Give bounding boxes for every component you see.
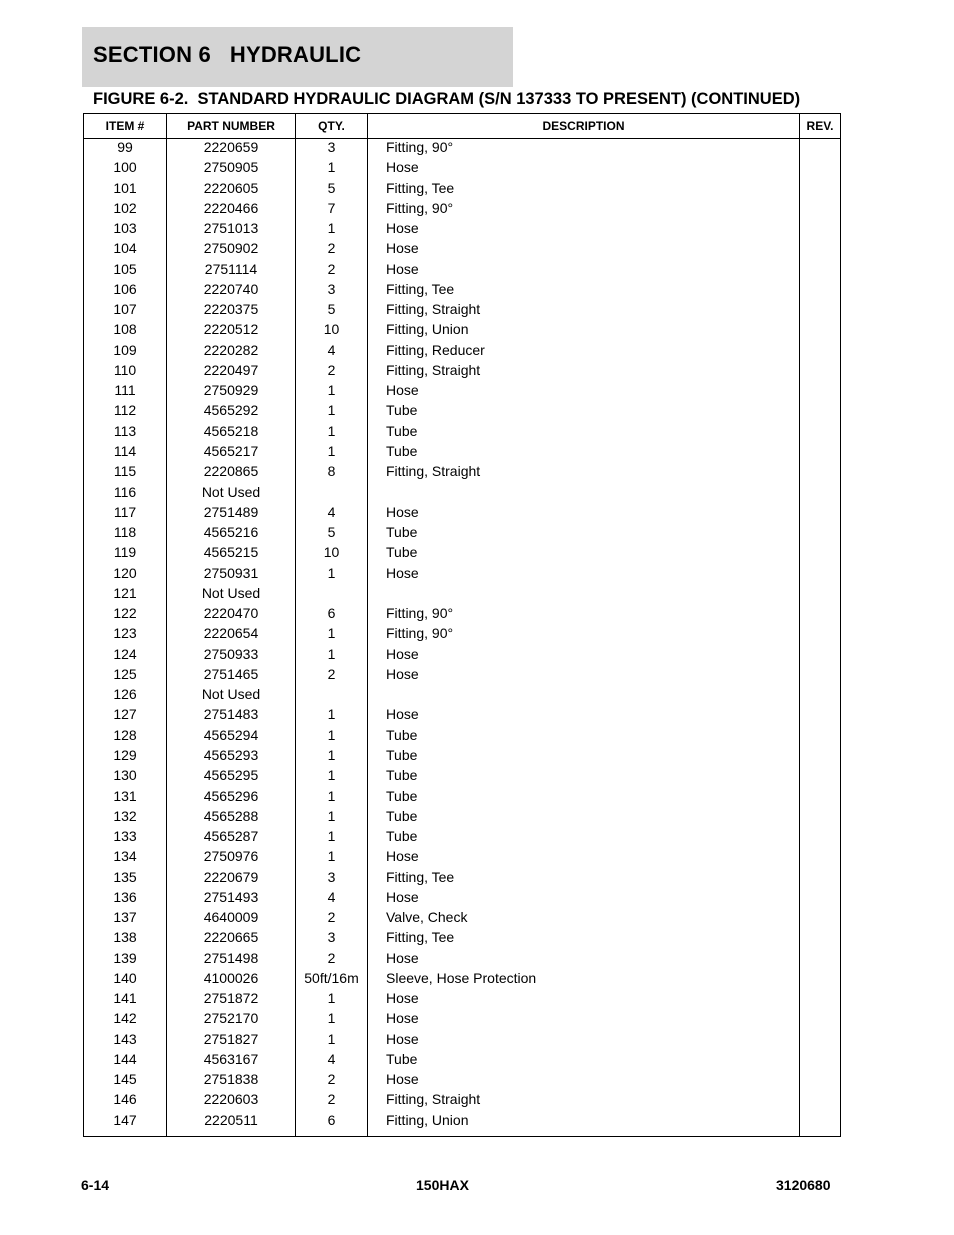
table-row — [84, 342, 840, 362]
part-number-cell: 2750976 — [203, 848, 259, 865]
section-header — [82, 27, 513, 87]
table-row — [84, 1031, 840, 1051]
part-number-cell: 2751483 — [203, 706, 259, 723]
table-row — [84, 767, 840, 787]
description-cell: Fitting, Union — [386, 1111, 469, 1128]
description-cell: Tube — [386, 767, 418, 784]
qty-cell: 1 — [327, 828, 336, 845]
description-cell: Hose — [386, 1010, 419, 1027]
qty-cell: 1 — [327, 159, 336, 176]
item-cell: 131 — [113, 787, 137, 804]
qty-cell: 2 — [327, 361, 336, 378]
description-cell: Hose — [386, 503, 419, 520]
qty-cell: 1 — [327, 382, 336, 399]
item-cell: 105 — [113, 260, 137, 277]
table-row — [84, 706, 840, 726]
item-cell: 125 — [113, 665, 137, 682]
table-row — [84, 990, 840, 1010]
item-cell: 113 — [113, 422, 137, 439]
qty-cell: 1 — [327, 787, 336, 804]
description-cell: Hose — [386, 706, 419, 723]
qty-cell: 2 — [327, 909, 336, 926]
item-cell: 115 — [113, 463, 137, 480]
part-number-cell: 4565295 — [203, 767, 259, 784]
part-number-cell: 2220497 — [203, 361, 259, 378]
part-number-cell: 2750905 — [203, 159, 259, 176]
part-number-cell: 2220740 — [203, 280, 259, 297]
table-row — [84, 889, 840, 909]
item-cell: 121 — [113, 584, 137, 601]
table-row — [84, 646, 840, 666]
table-row — [84, 382, 840, 402]
part-number-cell: 2750929 — [203, 382, 259, 399]
table-row — [84, 808, 840, 828]
qty-cell: 2 — [327, 240, 336, 257]
item-cell: 143 — [113, 1030, 137, 1047]
table-row — [84, 423, 840, 443]
description-cell: Valve, Check — [386, 909, 468, 926]
qty-cell: 3 — [327, 139, 336, 155]
part-number-cell: 2220375 — [203, 301, 259, 318]
part-number-cell: 2751498 — [203, 949, 259, 966]
description-cell: Fitting, Straight — [386, 1091, 481, 1108]
description-cell: Fitting, Straight — [386, 301, 481, 318]
description-cell: Fitting, Tee — [386, 868, 455, 885]
item-cell: 103 — [113, 220, 137, 237]
description-cell: Fitting, 90° — [386, 605, 454, 622]
table-row — [84, 524, 840, 544]
table-row — [84, 180, 840, 200]
part-number-cell: Not Used — [201, 584, 261, 601]
description-cell: Sleeve, Hose Protection — [386, 969, 537, 986]
qty-cell: 3 — [327, 868, 336, 885]
qty-cell: 1 — [327, 422, 336, 439]
qty-cell: 1 — [327, 746, 336, 763]
description-cell — [386, 585, 796, 605]
part-number-cell: 2220654 — [203, 625, 259, 642]
description-cell: Tube — [386, 787, 418, 804]
table-row — [84, 1010, 840, 1030]
item-cell: 128 — [113, 726, 137, 743]
table-row — [84, 362, 840, 382]
document-number: 3120680 — [776, 1177, 831, 1193]
description-cell: Fitting, 90° — [386, 139, 454, 155]
description-cell: Hose — [386, 848, 419, 865]
description-cell: Tube — [386, 544, 418, 561]
part-number-cell: 4565288 — [203, 807, 259, 824]
item-cell: 124 — [113, 645, 137, 662]
description-cell: Hose — [386, 949, 419, 966]
description-cell: Hose — [386, 990, 419, 1007]
qty-cell — [296, 484, 367, 504]
part-number-cell: 4565217 — [203, 442, 259, 459]
part-number-cell: 4100026 — [203, 969, 259, 986]
description-cell: Fitting, Straight — [386, 463, 481, 480]
part-number-cell: 2750902 — [203, 240, 259, 257]
part-number-cell: 4640009 — [203, 909, 259, 926]
item-cell: 137 — [113, 909, 137, 926]
item-cell: 142 — [113, 1010, 137, 1027]
description-cell: Hose — [386, 240, 419, 257]
qty-cell: 6 — [327, 605, 336, 622]
part-number-cell: 2220512 — [203, 321, 259, 338]
table-row — [84, 139, 840, 159]
part-number-cell: 2751114 — [204, 260, 258, 277]
qty-cell: 1 — [327, 564, 336, 581]
description-cell: Fitting, 90° — [386, 199, 454, 216]
table-row — [84, 443, 840, 463]
description-cell: Fitting, Union — [386, 321, 469, 338]
description-cell: Tube — [386, 402, 418, 419]
item-cell: 120 — [113, 564, 137, 581]
qty-cell: 1 — [327, 442, 336, 459]
description-cell: Hose — [386, 665, 419, 682]
part-number-cell: 4565296 — [203, 787, 259, 804]
table-row — [84, 788, 840, 808]
qty-cell: 2 — [327, 1091, 336, 1108]
item-cell: 104 — [113, 240, 137, 257]
item-cell: 133 — [113, 828, 137, 845]
part-number-cell: 2220665 — [203, 929, 259, 946]
header-description: DESCRIPTION — [542, 119, 625, 133]
description-cell: Tube — [386, 828, 418, 845]
part-number-cell: 2220865 — [203, 463, 259, 480]
header-part-number: PART NUMBER — [187, 119, 275, 133]
item-cell: 135 — [113, 868, 137, 885]
item-cell: 139 — [113, 949, 137, 966]
qty-cell: 1 — [327, 848, 336, 865]
part-number-cell: Not Used — [201, 686, 261, 703]
description-cell: Fitting, 90° — [386, 625, 454, 642]
item-cell: 145 — [113, 1071, 137, 1088]
description-cell: Hose — [386, 220, 419, 237]
description-cell: Tube — [386, 442, 418, 459]
table-row — [84, 909, 840, 929]
table-row — [84, 666, 840, 686]
part-number-cell: 2220659 — [203, 139, 259, 155]
item-cell: 132 — [113, 807, 137, 824]
qty-cell: 1 — [327, 1030, 336, 1047]
table-row — [84, 240, 840, 260]
qty-cell: 1 — [327, 767, 336, 784]
description-cell: Hose — [386, 382, 419, 399]
item-cell: 123 — [113, 625, 137, 642]
part-number-cell: 4565293 — [203, 746, 259, 763]
part-number-cell: 2751013 — [203, 220, 259, 237]
table-row — [84, 321, 840, 341]
qty-cell: 6 — [327, 1111, 336, 1128]
description-cell: Hose — [386, 888, 419, 905]
table-row — [84, 1071, 840, 1091]
description-cell: Fitting, Straight — [386, 361, 481, 378]
item-cell: 118 — [113, 524, 137, 541]
table-row — [84, 544, 840, 564]
description-cell — [386, 686, 796, 706]
table-body — [84, 139, 840, 1136]
table-row — [84, 301, 840, 321]
qty-cell: 1 — [327, 402, 336, 419]
description-cell: Fitting, Tee — [386, 179, 455, 196]
item-cell: 109 — [113, 341, 137, 358]
item-cell: 116 — [113, 483, 137, 500]
description-cell: Hose — [386, 564, 419, 581]
item-cell: 112 — [113, 402, 137, 419]
item-cell: 102 — [113, 199, 137, 216]
item-cell: 100 — [113, 159, 137, 176]
item-cell: 129 — [113, 746, 137, 763]
table-row — [84, 625, 840, 645]
part-number-cell: 2751827 — [203, 1030, 259, 1047]
qty-cell — [296, 585, 367, 605]
table-row — [84, 463, 840, 483]
item-cell: 130 — [113, 767, 137, 784]
part-number-cell: 2752170 — [203, 1010, 259, 1027]
part-number-cell: 4565287 — [203, 828, 259, 845]
part-number-cell: 4565215 — [203, 544, 259, 561]
table-row — [84, 281, 840, 301]
table-row — [84, 970, 840, 990]
qty-cell: 1 — [327, 726, 336, 743]
table-row — [84, 585, 840, 605]
parts-table — [83, 113, 841, 1137]
description-cell: Fitting, Reducer — [386, 341, 485, 358]
table-row — [84, 402, 840, 422]
part-number-cell: 2751465 — [203, 665, 259, 682]
item-cell: 111 — [114, 382, 136, 399]
model-name: 150HAX — [416, 1177, 469, 1193]
part-number-cell: 4565294 — [203, 726, 259, 743]
qty-cell: 4 — [327, 341, 336, 358]
item-cell: 146 — [113, 1091, 137, 1108]
description-cell: Tube — [386, 1050, 418, 1067]
table-row — [84, 828, 840, 848]
qty-cell: 1 — [327, 990, 336, 1007]
part-number-cell: 2220605 — [203, 179, 259, 196]
part-number-cell: 2751838 — [203, 1071, 259, 1088]
item-cell: 110 — [113, 361, 137, 378]
qty-cell: 10 — [323, 321, 340, 338]
page-number: 6-14 — [81, 1177, 110, 1193]
part-number-cell: 2751872 — [203, 990, 259, 1007]
qty-cell: 4 — [327, 888, 336, 905]
description-cell: Hose — [386, 1030, 419, 1047]
description-cell: Hose — [386, 260, 419, 277]
part-number-cell: 2220470 — [203, 605, 259, 622]
table-header — [84, 114, 840, 139]
qty-cell: 1 — [327, 1010, 336, 1027]
header-rev: REV. — [806, 119, 834, 133]
table-row — [84, 1091, 840, 1111]
qty-cell: 3 — [327, 929, 336, 946]
item-cell: 126 — [113, 686, 137, 703]
qty-cell: 7 — [327, 199, 336, 216]
description-cell: Fitting, Tee — [386, 280, 455, 297]
qty-cell: 1 — [327, 807, 336, 824]
description-cell: Hose — [386, 645, 419, 662]
table-row — [84, 565, 840, 585]
part-number-cell: 2220679 — [203, 868, 259, 885]
item-cell: 141 — [113, 990, 137, 1007]
item-cell: 136 — [113, 888, 137, 905]
table-row — [84, 159, 840, 179]
item-cell: 134 — [113, 848, 137, 865]
item-cell: 119 — [113, 544, 137, 561]
table-row — [84, 1051, 840, 1071]
part-number-cell: 4563167 — [203, 1050, 259, 1067]
item-cell: 147 — [113, 1111, 137, 1128]
description-cell — [386, 484, 796, 504]
table-row — [84, 200, 840, 220]
table-row — [84, 727, 840, 747]
header-item: ITEM # — [105, 119, 145, 133]
table-row — [84, 261, 840, 281]
table-row — [84, 929, 840, 949]
table-row — [84, 484, 840, 504]
description-cell: Tube — [386, 524, 418, 541]
qty-cell: 3 — [327, 280, 336, 297]
item-cell: 114 — [113, 442, 137, 459]
table-row — [84, 686, 840, 706]
qty-cell: 8 — [327, 463, 336, 480]
description-cell: Tube — [386, 422, 418, 439]
section-title: SECTION 6 HYDRAULIC — [93, 42, 362, 67]
qty-cell: 5 — [327, 524, 336, 541]
table-row — [84, 605, 840, 625]
item-cell: 101 — [113, 179, 137, 196]
qty-cell: 1 — [327, 220, 336, 237]
qty-cell: 2 — [327, 949, 336, 966]
qty-cell: 50ft/16m — [304, 969, 359, 986]
description-cell: Tube — [386, 807, 418, 824]
item-cell: 138 — [113, 929, 137, 946]
item-cell: 127 — [113, 706, 137, 723]
item-cell: 140 — [113, 969, 137, 986]
description-cell: Hose — [386, 159, 419, 176]
part-number-cell: 2220466 — [203, 199, 259, 216]
part-number-cell: 4565216 — [203, 524, 259, 541]
part-number-cell: 2220603 — [203, 1091, 259, 1108]
part-number-cell: 2750933 — [203, 645, 259, 662]
table-row — [84, 504, 840, 524]
table-row — [84, 869, 840, 889]
table-row — [84, 950, 840, 970]
item-cell: 122 — [113, 605, 137, 622]
part-number-cell: 2220511 — [204, 1111, 258, 1128]
description-cell: Fitting, Tee — [386, 929, 455, 946]
part-number-cell: 2751493 — [203, 888, 259, 905]
part-number-cell: 4565292 — [203, 402, 259, 419]
item-cell: 107 — [113, 301, 137, 318]
qty-cell: 5 — [327, 179, 336, 196]
qty-cell: 10 — [323, 544, 340, 561]
qty-cell: 2 — [327, 665, 336, 682]
table-row — [84, 747, 840, 767]
part-number-cell: 2220282 — [203, 341, 259, 358]
qty-cell: 1 — [327, 645, 336, 662]
item-cell: 108 — [113, 321, 137, 338]
header-qty: QTY. — [318, 119, 345, 133]
table-row — [84, 848, 840, 868]
item-cell: 99 — [117, 139, 133, 155]
description-cell: Tube — [386, 746, 418, 763]
description-cell: Hose — [386, 1071, 419, 1088]
item-cell: 144 — [113, 1050, 137, 1067]
table-row — [84, 220, 840, 240]
part-number-cell: 4565218 — [203, 422, 259, 439]
qty-cell: 1 — [327, 706, 336, 723]
part-number-cell: 2751489 — [203, 503, 259, 520]
qty-cell: 1 — [327, 625, 336, 642]
part-number-cell: 2750931 — [203, 564, 259, 581]
part-number-cell: Not Used — [201, 483, 261, 500]
item-cell: 117 — [113, 503, 137, 520]
qty-cell: 2 — [327, 1071, 336, 1088]
description-cell: Tube — [386, 726, 418, 743]
item-cell: 106 — [113, 280, 137, 297]
qty-cell: 4 — [327, 503, 336, 520]
qty-cell — [296, 686, 367, 706]
qty-cell: 5 — [327, 301, 336, 318]
table-row — [84, 1112, 840, 1132]
figure-title: FIGURE 6-2. STANDARD HYDRAULIC DIAGRAM (S/N 137333 TO PRESENT) (CONTINUED) — [93, 90, 801, 108]
qty-cell: 2 — [327, 260, 336, 277]
qty-cell: 4 — [327, 1050, 336, 1067]
